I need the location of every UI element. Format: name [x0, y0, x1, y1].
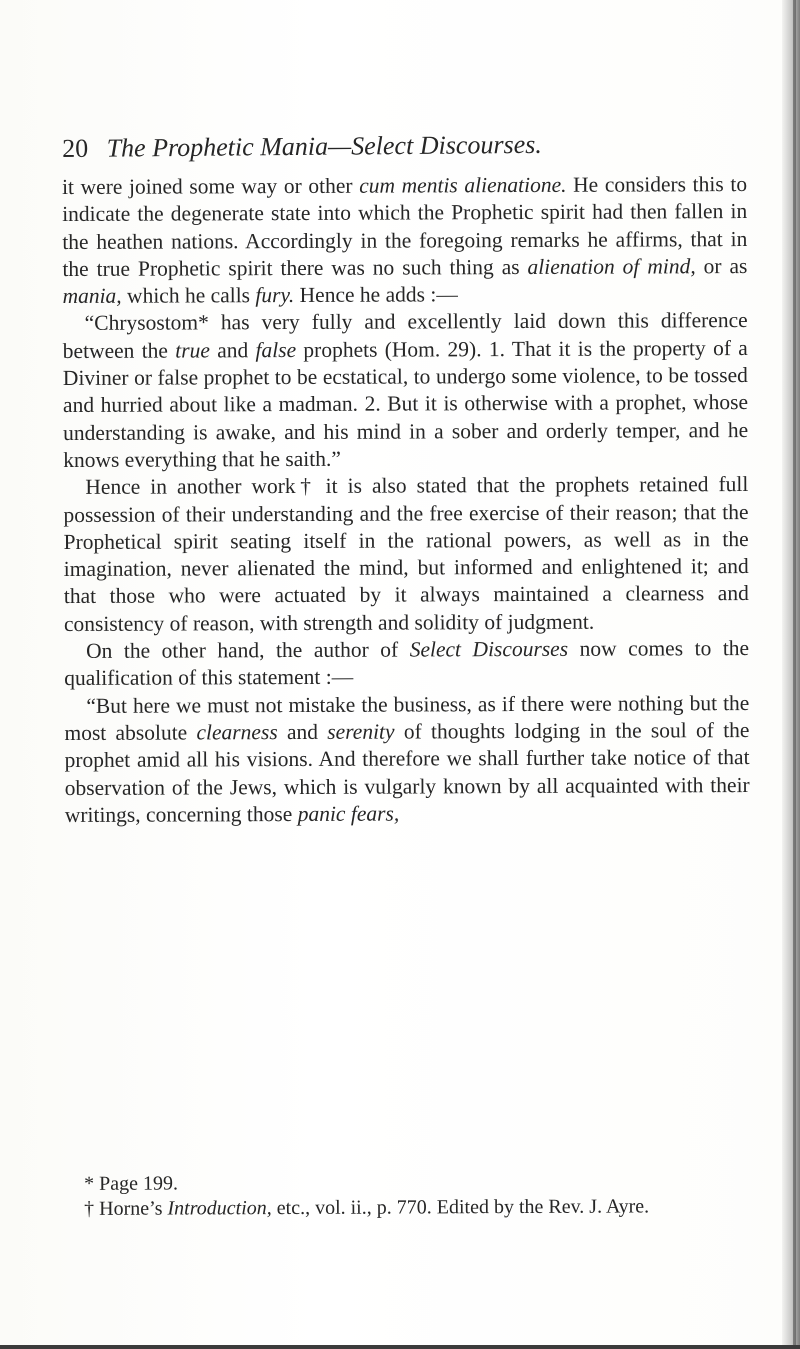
running-head: [62, 128, 702, 164]
book-title: Introduction,: [167, 1196, 272, 1220]
footnote-text: etc., vol. ii., p. 770. Edited by the Rev. J. Ayre.: [271, 1194, 650, 1219]
paragraph-segment: Hence in another work† it is also stated that the prophets retained full possession of their understanding and the free exercise of their reason; that the Prophetical spirit seating itself in the rational powers, as well as in the imagination, never alienated the mind, but informed and enlightened it; and that those who were actuated by it always maintained a clearness and consistency of reason, with strength and solidity of judgment.: [63, 472, 749, 636]
paragraph-segment: of thoughts lodging in the soul of the prophet amid all his visions. And therefore we shall further take notice of that observation of the Jews, which is vulgarly known by all acquainted with their writings, concerning those: [64, 717, 750, 827]
footnote-text: † Horne’s: [84, 1197, 168, 1220]
paragraph-2: [63, 307, 749, 474]
book-title: Select Discourses: [409, 636, 569, 662]
latin-phrase: cum mentis alienatione.: [359, 172, 567, 198]
footnote-text: * Page 199.: [84, 1172, 178, 1195]
italic-term: true: [175, 338, 210, 363]
italic-term: serenity: [327, 719, 395, 744]
paragraph-segment: it were joined some way or other: [62, 173, 360, 199]
footnotes: [62, 1169, 747, 1221]
paragraph-segment: or as: [695, 253, 748, 279]
paragraph-5: [64, 690, 750, 829]
running-head-title: The Prophetic Mania—Select Discourses.: [106, 129, 542, 163]
footnote-1: [62, 1169, 747, 1196]
footnote-2: [62, 1194, 747, 1221]
italic-term: fury.: [255, 283, 295, 308]
paragraph-segment: now comes to the qualification of this statement :—: [64, 636, 750, 691]
paragraph-segment: On the other hand, the author of: [86, 637, 410, 663]
italic-term: alienation of mind,: [527, 254, 696, 279]
italic-term: clearness: [196, 720, 278, 745]
paragraph-segment: Hence he adds :—: [294, 282, 458, 308]
italic-term: false: [255, 337, 297, 362]
paragraph-segment: He considers this to indicate the degenerate state into which the Prophetic spirit had then fallen in the heathen nations. Accordingly in the foregoing remarks he affirms, that in the true Prophetic spirit there was no such thing as: [62, 172, 748, 281]
page-bottom-edge: [0, 1345, 800, 1349]
italic-term: panic fears,: [297, 801, 400, 826]
page-edge-shadow: [782, 0, 800, 1349]
paragraph-3: [63, 471, 749, 638]
paragraph-segment: “Chrysostom* has very fully and excellently laid down this difference between the: [62, 308, 748, 363]
paragraph-segment: and: [277, 719, 328, 745]
paragraph-segment: and: [209, 337, 256, 363]
paragraph-segment: which he calls: [121, 283, 256, 308]
paragraph-segment: prophets (Hom. 29). 1. That it is the property of a Diviner or false prophet to be ecstatical, to undergo some violence, to be tossed and hurried about like a madman. 2. But it is otherwise with a prophet, whose understanding is awake, and his mind in a sober and orderly temper, and he knows everything that he saith.”: [62, 335, 749, 472]
italic-term: mania,: [62, 283, 122, 309]
body-text: [62, 171, 750, 829]
page-number: 20: [62, 133, 89, 163]
paragraph-segment: “But here we must not mistake the business, as if there were nothing but the most absolute: [64, 690, 750, 745]
paragraph-1: [62, 171, 748, 310]
paragraph-4: [64, 635, 749, 693]
